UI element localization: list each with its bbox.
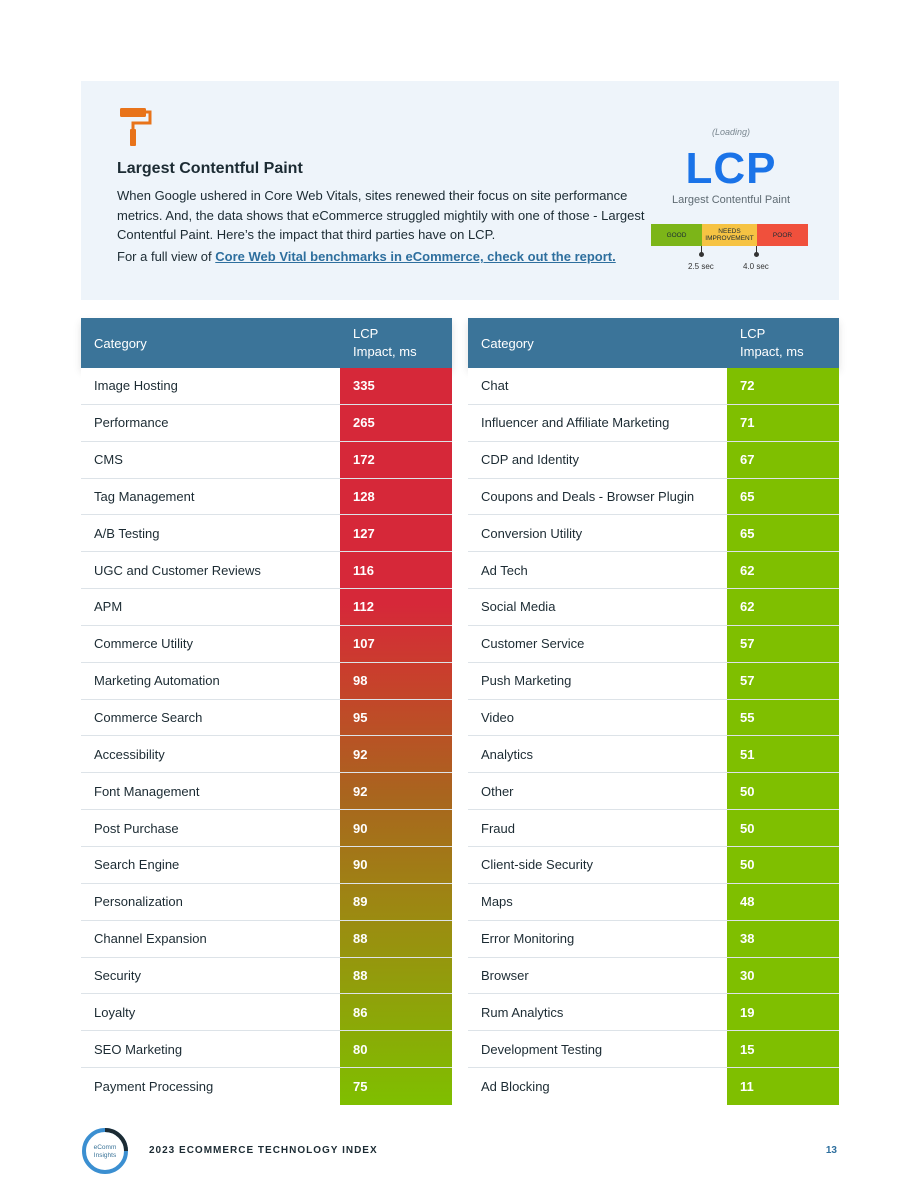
table-row	[468, 442, 839, 479]
threshold-label-2: 4.0 sec	[743, 262, 769, 271]
lcp-impact-cell: 19	[740, 1004, 755, 1020]
lcp-impact-cell: 86	[353, 1004, 368, 1020]
lcp-impact-cell: 107	[353, 636, 375, 652]
lcp-impact-cell: 128	[353, 488, 375, 504]
table-body	[81, 368, 452, 1105]
lcp-impact-cell: 92	[353, 783, 368, 799]
table-row	[81, 405, 452, 442]
impact-header-line1: LCP	[740, 326, 766, 341]
lcp-impact-cell: 95	[353, 710, 368, 726]
category-cell: CDP and Identity	[468, 442, 727, 478]
lcp-impact-cell: 112	[353, 599, 374, 615]
category-cell: Performance	[81, 405, 340, 441]
lcp-impact-cell: 55	[740, 710, 755, 726]
benchmark-report-link[interactable]: Core Web Vital benchmarks in eCommerce, check out the report.	[215, 249, 616, 264]
intro-link-line	[117, 249, 616, 264]
category-column-header: Category	[94, 335, 147, 351]
category-cell: Maps	[468, 884, 727, 920]
table-row	[81, 994, 452, 1031]
lcp-impact-cell: 30	[740, 967, 755, 983]
table-row	[468, 921, 839, 958]
table-row	[468, 810, 839, 847]
lcp-impact-cell: 11	[740, 1078, 754, 1094]
threshold-label-1: 2.5 sec	[688, 262, 714, 271]
lcp-impact-cell: 67	[740, 452, 755, 468]
lcp-impact-cell: 38	[740, 931, 755, 947]
impact-column-header	[340, 318, 452, 368]
lcp-full-name: Largest Contentful Paint	[671, 194, 791, 206]
table-row	[468, 479, 839, 516]
lcp-loading-label: (Loading)	[711, 127, 751, 137]
impact-header-line1: LCP	[353, 326, 379, 341]
lcp-impact-cell: 71	[740, 415, 755, 431]
table-row	[468, 515, 839, 552]
lcp-impact-cell: 65	[740, 488, 755, 504]
intro-body: When Google ushered in Core Web Vitals, sites renewed their focus on site performance metrics. And, the data shows that eCommerce struggled mightily with one of those - Largest Contentful Paint. Here’s the impact that third parties have on LCP.	[117, 188, 645, 242]
lcp-threshold-bar	[651, 224, 808, 246]
intro-title: Largest Contentful Paint	[117, 160, 303, 177]
category-cell: Other	[468, 773, 727, 809]
table-row	[81, 626, 452, 663]
category-cell: Loyalty	[81, 994, 340, 1030]
category-cell: UGC and Customer Reviews	[81, 552, 340, 588]
category-cell: Font Management	[81, 773, 340, 809]
lcp-impact-cell: 15	[740, 1041, 755, 1057]
lcp-poor-segment: POOR	[757, 224, 808, 246]
logo-text-line1: eComm	[93, 1144, 117, 1151]
lcp-impact-cell: 75	[353, 1078, 368, 1094]
lcp-impact-cell: 50	[740, 857, 755, 873]
table-row	[468, 1068, 839, 1105]
category-cell: Channel Expansion	[81, 921, 340, 957]
lcp-impact-cell: 80	[353, 1041, 368, 1057]
category-cell: Marketing Automation	[81, 663, 340, 699]
table-row	[81, 958, 452, 995]
lcp-impact-cell: 90	[353, 820, 368, 836]
category-cell: Influencer and Affiliate Marketing	[468, 405, 727, 441]
table-row	[468, 847, 839, 884]
table-row	[81, 663, 452, 700]
table-row	[81, 1068, 452, 1105]
table-row	[468, 663, 839, 700]
category-cell: Tag Management	[81, 479, 340, 515]
category-cell: Image Hosting	[81, 368, 340, 404]
lcp-impact-cell: 127	[353, 525, 375, 541]
lcp-impact-cell: 172	[353, 452, 375, 468]
table-header	[468, 318, 839, 368]
logo-text-line2: Insights	[93, 1152, 117, 1159]
table-row	[81, 552, 452, 589]
table-row	[468, 626, 839, 663]
table-row	[81, 736, 452, 773]
table-body	[468, 368, 839, 1105]
lcp-impact-cell: 90	[353, 857, 368, 873]
footer-title: 2023 ECOMMERCE TECHNOLOGY INDEX	[149, 1145, 378, 1156]
table-row	[81, 700, 452, 737]
lcp-good-segment: GOOD	[651, 224, 702, 246]
category-cell: Conversion Utility	[468, 515, 727, 551]
lcp-needs-improvement-segment: NEEDS IMPROVEMENT	[702, 224, 757, 246]
table-row	[81, 810, 452, 847]
table-row	[468, 368, 839, 405]
table-row	[468, 1031, 839, 1068]
lcp-impact-cell: 62	[740, 562, 755, 578]
lcp-acronym: LCP	[685, 144, 777, 193]
table-row	[468, 773, 839, 810]
category-cell: Ad Tech	[468, 552, 727, 588]
table-row	[81, 921, 452, 958]
category-cell: Payment Processing	[81, 1068, 340, 1105]
table-row	[468, 736, 839, 773]
lcp-impact-cell: 116	[353, 562, 374, 578]
table-row	[81, 884, 452, 921]
table-row	[468, 994, 839, 1031]
lcp-impact-cell: 88	[353, 967, 368, 983]
lcp-impact-table-left	[81, 318, 452, 1105]
table-row	[468, 552, 839, 589]
category-cell: Security	[81, 958, 340, 994]
table-row	[81, 368, 452, 405]
category-cell: Error Monitoring	[468, 921, 727, 957]
lcp-impact-table-right	[468, 318, 839, 1105]
category-cell: Video	[468, 700, 727, 736]
table-row	[81, 442, 452, 479]
lcp-impact-cell: 89	[353, 894, 368, 910]
category-cell: Development Testing	[468, 1031, 727, 1067]
category-cell: CMS	[81, 442, 340, 478]
category-cell: Post Purchase	[81, 810, 340, 846]
table-row	[468, 589, 839, 626]
category-cell: Customer Service	[468, 626, 727, 662]
category-cell: Fraud	[468, 810, 727, 846]
threshold-marker-2	[756, 246, 757, 254]
lcp-widget	[648, 122, 814, 282]
table-row	[81, 1031, 452, 1068]
category-cell: Search Engine	[81, 847, 340, 883]
impact-column-header	[727, 318, 839, 368]
table-row	[81, 515, 452, 552]
category-cell: Personalization	[81, 884, 340, 920]
table-row	[81, 589, 452, 626]
category-cell: Commerce Utility	[81, 626, 340, 662]
table-row	[468, 958, 839, 995]
intro-link-prefix: For a full view of	[117, 249, 216, 264]
lcp-impact-cell: 50	[740, 820, 755, 836]
table-header	[81, 318, 452, 368]
lcp-impact-cell: 335	[353, 378, 375, 394]
threshold-marker-1	[701, 246, 702, 254]
category-cell: Rum Analytics	[468, 994, 727, 1030]
category-cell: A/B Testing	[81, 515, 340, 551]
impact-header-line2: Impact, ms	[740, 344, 804, 359]
lcp-impact-cell: 98	[353, 673, 368, 689]
category-cell: Ad Blocking	[468, 1068, 727, 1105]
lcp-impact-cell: 50	[740, 783, 755, 799]
category-cell: Social Media	[468, 589, 727, 625]
paint-roller-icon	[118, 106, 152, 148]
lcp-impact-cell: 48	[740, 894, 755, 910]
category-cell: Push Marketing	[468, 663, 727, 699]
category-cell: Client-side Security	[468, 847, 727, 883]
category-cell: Coupons and Deals - Browser Plugin	[468, 479, 727, 515]
category-column-header: Category	[481, 335, 534, 351]
ecomm-insights-logo	[81, 1127, 129, 1175]
lcp-impact-cell: 265	[353, 415, 375, 431]
lcp-impact-cell: 65	[740, 525, 755, 541]
impact-header-line2: Impact, ms	[353, 344, 417, 359]
category-cell: SEO Marketing	[81, 1031, 340, 1067]
table-row	[468, 700, 839, 737]
table-row	[81, 847, 452, 884]
lcp-impact-cell: 92	[353, 746, 368, 762]
category-cell: Analytics	[468, 736, 727, 772]
lcp-impact-cell: 57	[740, 673, 755, 689]
lcp-impact-cell: 51	[740, 746, 755, 762]
lcp-impact-cell: 57	[740, 636, 755, 652]
lcp-impact-cell: 72	[740, 378, 755, 394]
table-row	[468, 405, 839, 442]
category-cell: Commerce Search	[81, 700, 340, 736]
category-cell: Browser	[468, 958, 727, 994]
category-cell: APM	[81, 589, 340, 625]
lcp-impact-cell: 62	[740, 599, 755, 615]
category-cell: Chat	[468, 368, 727, 404]
table-row	[468, 884, 839, 921]
lcp-impact-cell: 88	[353, 931, 368, 947]
table-row	[81, 773, 452, 810]
page-number: 13	[825, 1145, 837, 1156]
category-cell: Accessibility	[81, 736, 340, 772]
table-row	[81, 479, 452, 516]
